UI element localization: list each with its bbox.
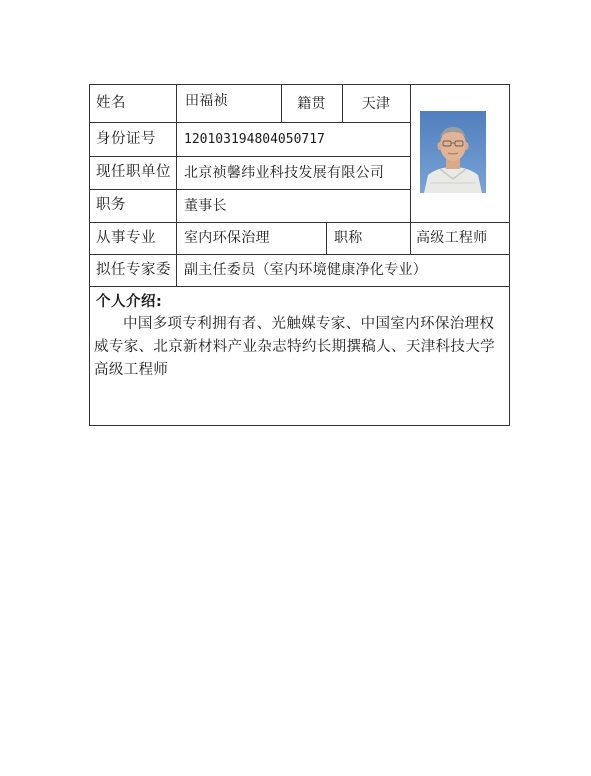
native-place-label: 籍贯 bbox=[297, 95, 326, 112]
name-value: 田福祯 bbox=[185, 93, 228, 109]
id-number-label: 身份证号 bbox=[96, 130, 156, 147]
committee-role-label: 拟任专家委 bbox=[96, 261, 171, 278]
employer-value: 北京祯馨纬业科技发展有限公司 bbox=[184, 164, 385, 181]
intro-title: 个人介绍: bbox=[96, 294, 163, 310]
column-divider bbox=[410, 85, 411, 222]
profile-photo bbox=[420, 111, 486, 193]
job-title-label: 职称 bbox=[334, 230, 363, 246]
native-place-value: 天津 bbox=[361, 95, 391, 112]
employer-label: 现任职单位 bbox=[96, 164, 171, 181]
name-label: 姓名 bbox=[96, 95, 126, 112]
specialty-label: 从事专业 bbox=[96, 229, 156, 246]
committee-role-value: 副主任委员（室内环境健康净化专业） bbox=[184, 262, 428, 278]
id-number-value: 120103194804050717 bbox=[184, 131, 325, 147]
specialty-value: 室内环保治理 bbox=[184, 230, 270, 246]
expert-info-form bbox=[89, 84, 510, 426]
position-value: 董事长 bbox=[184, 197, 227, 214]
intro-body: 中国多项专利拥有者、光触媒专家、中国室内环保治理权威专家、北京新材料产业杂志特约长期撰稿人、天津科技大学高级工程师 bbox=[94, 316, 495, 378]
position-label: 职务 bbox=[96, 197, 126, 214]
job-title-value: 高级工程师 bbox=[416, 230, 488, 246]
row-divider bbox=[90, 286, 509, 287]
